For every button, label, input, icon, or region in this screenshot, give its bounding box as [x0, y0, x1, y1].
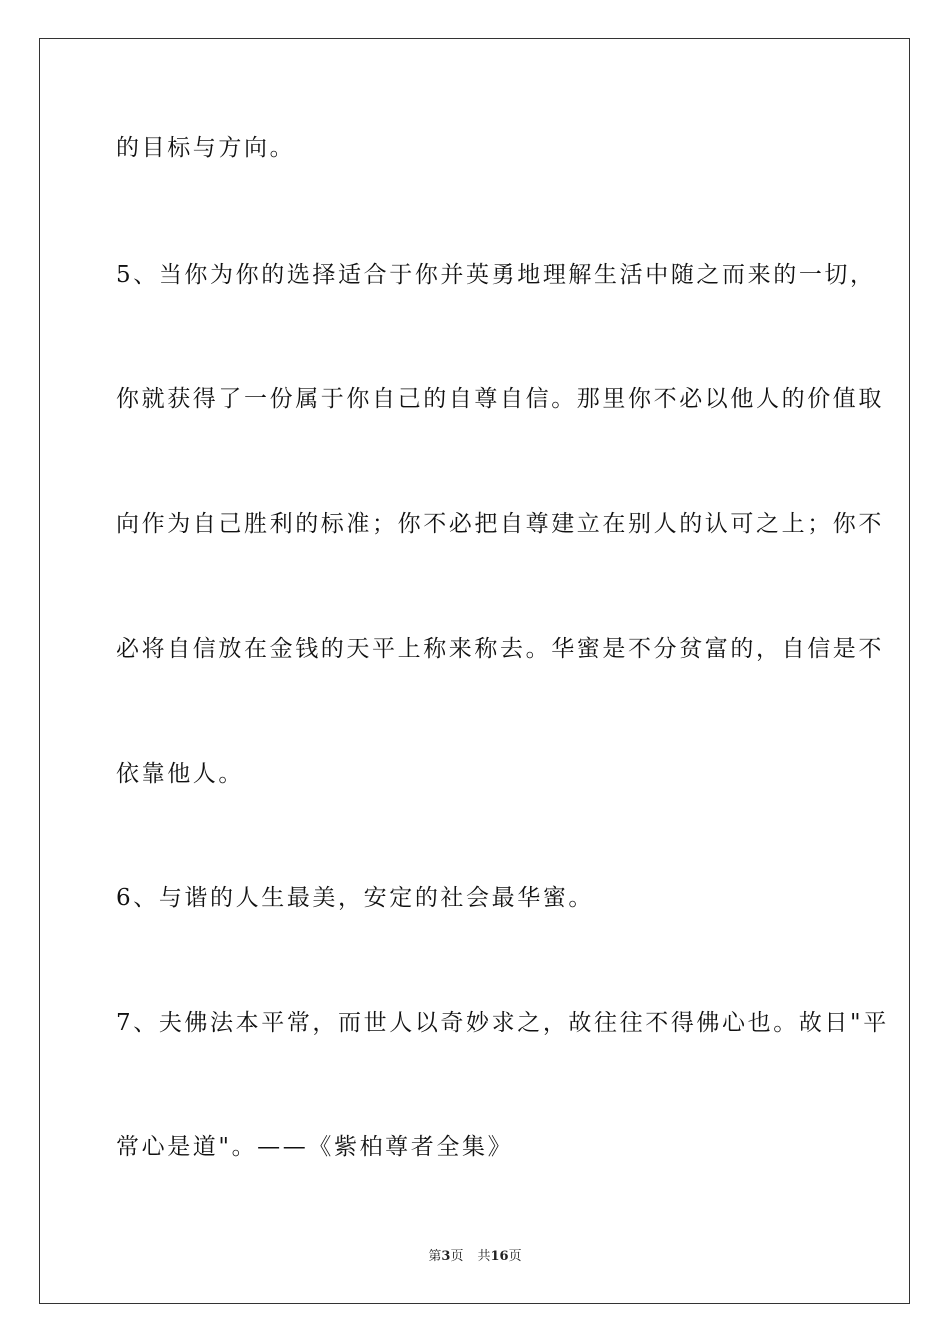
text-line-3: 你就获得了一份属于你自己的自尊自信。那里你不必以他人的价值取 — [116, 386, 884, 412]
text-line-9: 常心是道"。——《紫柏尊者全集》 — [116, 1134, 514, 1160]
page-footer — [0, 1248, 950, 1266]
text-line-4: 向作为自己胜利的标准；你不必把自尊建立在别人的认可之上；你不 — [116, 511, 884, 537]
total-suffix: 页 — [508, 1249, 522, 1264]
page-number: 3 — [441, 1249, 451, 1264]
text-line-7: 6、与谐的人生最美，安定的社会最华蜜。 — [116, 885, 595, 911]
text-line-6: 依靠他人。 — [116, 761, 244, 787]
total-pages: 16 — [490, 1249, 509, 1264]
page-prefix: 第 — [428, 1249, 442, 1264]
total-prefix: 共 — [477, 1249, 491, 1264]
page-suffix: 页 — [450, 1249, 464, 1264]
text-line-5: 必将自信放在金钱的天平上称来称去。华蜜是不分贫富的，自信是不 — [116, 636, 884, 662]
text-line-8: 7、夫佛法本平常，而世人以奇妙求之，故往往不得佛心也。故日"平 — [116, 1010, 889, 1036]
text-line-2: 5、当你为你的选择适合于你并英勇地理解生活中随之而来的一切， — [116, 262, 876, 288]
text-line-1: 的目标与方向。 — [116, 135, 296, 161]
page-border — [39, 38, 910, 1304]
